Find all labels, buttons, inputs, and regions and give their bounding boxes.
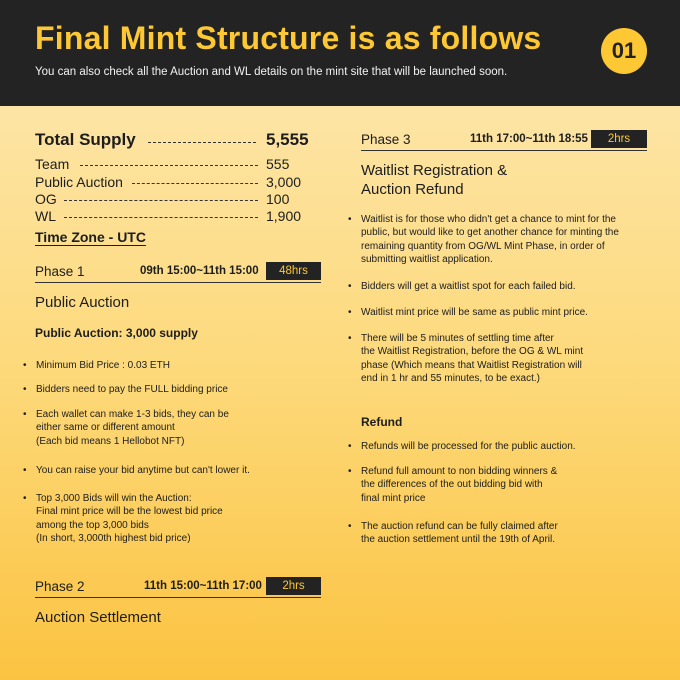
timezone-label: Time Zone - UTC xyxy=(35,229,146,245)
phase1-bullet: • Each wallet can make 1-3 bids, they can be either same or different amount (Each bid means 1 Hellobot NFT) xyxy=(23,408,229,448)
refund-bullet: • The auction refund can be fully claimed after the auction settlement until the 19th of April. xyxy=(348,520,558,547)
phase3-bullet: • Bidders will get a waitlist spot for each failed bid. xyxy=(348,280,576,293)
dashed-leader xyxy=(132,183,258,184)
phase1-bullet: • You can raise your bid anytime but can't lower it. xyxy=(23,464,250,477)
dashed-leader xyxy=(64,200,258,201)
phase1-name: Public Auction xyxy=(35,294,130,311)
supply-label-og: OG xyxy=(35,191,57,207)
page-number-badge: 01 xyxy=(601,28,647,74)
phase3-duration-badge: 2hrs xyxy=(591,130,647,148)
refund-bullet: • Refunds will be processed for the public auction. xyxy=(348,440,576,453)
phase1-bullet: • Top 3,000 Bids will win the Auction: Final mint price will be the lowest bid price among the top 3,000 bids (In short, 3,000th highest bid price) xyxy=(23,492,223,545)
phase3-name-line1: Waitlist Registration & xyxy=(361,162,508,179)
dashed-leader xyxy=(64,217,258,218)
phase1-time: 09th 15:00~11th 15:00 xyxy=(140,265,259,277)
phase1-subhead: Public Auction: 3,000 supply xyxy=(35,326,198,340)
phase1-bullet: • Bidders need to pay the FULL bidding price xyxy=(23,383,228,396)
page-subtitle: You can also check all the Auction and WL details on the mint site that will be launched soon. xyxy=(35,66,508,78)
phase3-underline xyxy=(361,150,647,151)
phase3-bullet: • Waitlist mint price will be same as public mint price. xyxy=(348,306,588,319)
supply-value-og: 100 xyxy=(266,191,290,207)
phase2-underline xyxy=(35,597,321,598)
phase2-time: 11th 15:00~11th 17:00 xyxy=(144,580,262,592)
phase2-duration-badge: 2hrs xyxy=(266,577,321,595)
phase3-label: Phase 3 xyxy=(361,132,411,147)
header-bar xyxy=(0,0,680,106)
refund-bullet: • Refund full amount to non bidding winners & the differences of the out bidding bid with final mint price xyxy=(348,465,557,505)
phase1-duration-badge: 48hrs xyxy=(266,262,321,280)
supply-label-team: Team xyxy=(35,156,70,172)
dashed-leader xyxy=(80,165,258,166)
phase1-label: Phase 1 xyxy=(35,264,85,279)
phase3-bullet: • Waitlist is for those who didn't get a chance to mint for the public, but would like to get another chance for minting the remaining quantity from OG/WL Mint Phase, in order of submitting waitlist application. xyxy=(348,213,619,266)
phase2-label: Phase 2 xyxy=(35,579,85,594)
refund-title: Refund xyxy=(361,415,403,429)
dashed-leader xyxy=(148,142,256,143)
phase3-time: 11th 17:00~11th 18:55 xyxy=(470,133,588,145)
page-title: Final Mint Structure is as follows xyxy=(35,20,542,56)
supply-value-public-auction: 3,000 xyxy=(266,174,302,190)
phase1-underline xyxy=(35,282,321,283)
supply-value-team: 555 xyxy=(266,156,290,172)
phase1-bullet: • Minimum Bid Price : 0.03 ETH xyxy=(23,359,170,372)
phase3-name-line2: Auction Refund xyxy=(361,181,464,198)
supply-value-wl: 1,900 xyxy=(266,208,302,224)
phase3-bullet: • There will be 5 minutes of settling time after the Waitlist Registration, before the OG & WL mint phase (Which means that Waitlist Registration will end in 1 hr and 55 minutes, to be exact.) xyxy=(348,332,583,385)
supply-label-public-auction: Public Auction xyxy=(35,174,123,190)
phase2-name: Auction Settlement xyxy=(35,609,161,626)
total-supply-label: Total Supply xyxy=(35,130,136,149)
supply-label-wl: WL xyxy=(35,208,56,224)
total-supply-value: 5,555 xyxy=(266,130,309,149)
